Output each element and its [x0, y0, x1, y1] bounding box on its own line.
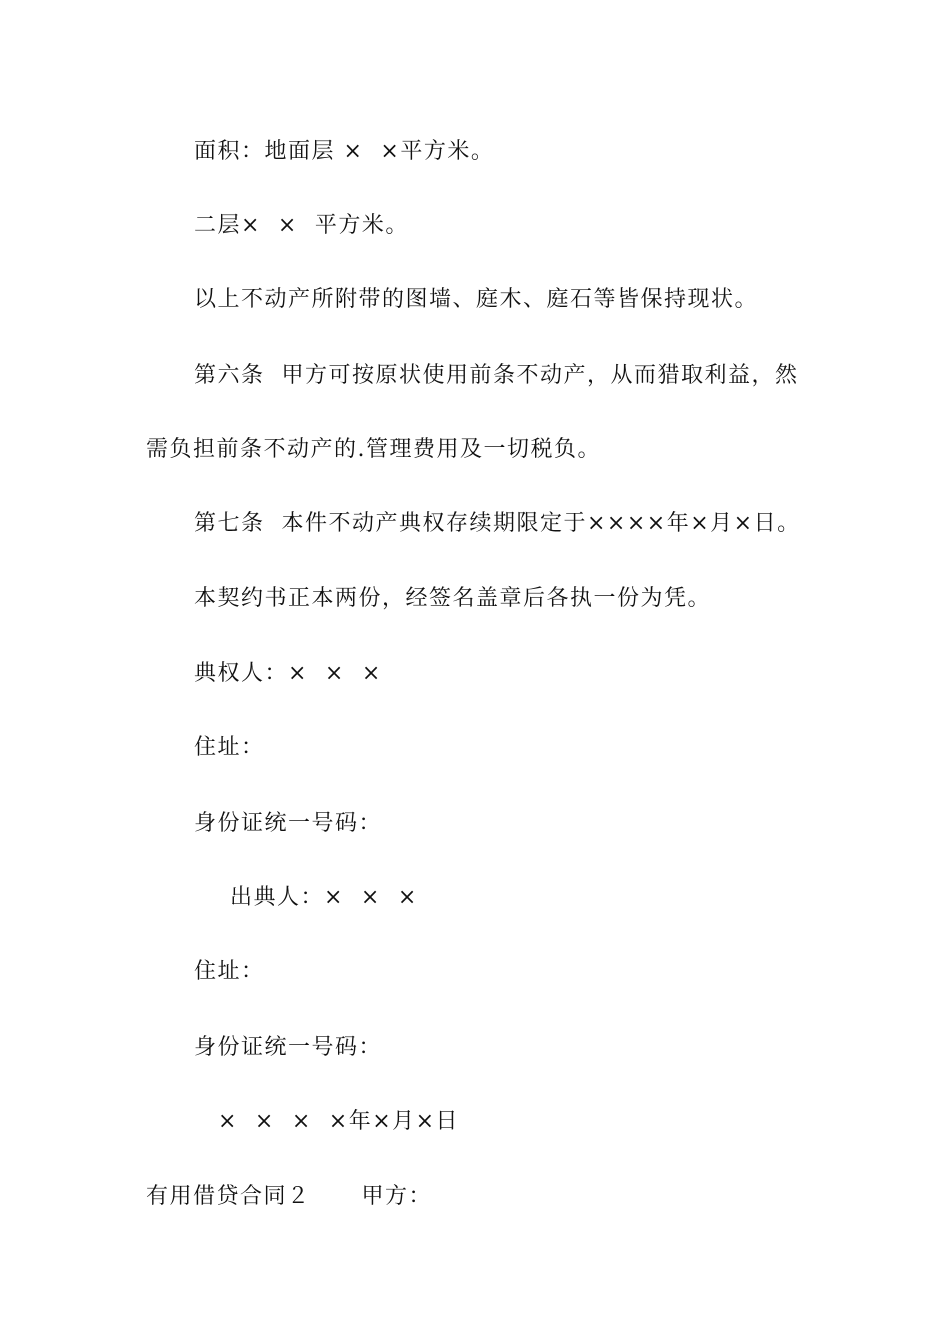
mortgagor-name: 出典人：× × ×	[230, 885, 418, 910]
mortgagor-address: 住址：	[194, 959, 265, 984]
area-ground-floor-line: 面积：地面层 × ×平方米。	[194, 139, 495, 164]
next-contract-heading: 有用借贷合同２ 甲方：	[146, 1184, 432, 1209]
article-six-continuation: 需负担前条不动产的.管理费用及一切税负。	[146, 437, 601, 462]
mortgagor-id-number: 身份证统一号码：	[194, 1035, 383, 1060]
article-seven-line: 第七条 本件不动产典权存续期限定于××××年×月×日。	[194, 511, 801, 536]
mortgagee-name: 典权人：× × ×	[194, 661, 382, 686]
signing-date: × × × ×年×月×日	[218, 1109, 460, 1134]
article-six-line: 第六条 甲方可按原状使用前条不动产，从而猎取利益，然	[194, 363, 799, 388]
area-second-floor-line: 二层× × 平方米。	[194, 213, 409, 238]
mortgagee-address: 住址：	[194, 735, 265, 760]
property-status-line: 以上不动产所附带的图墙、庭木、庭石等皆保持现状。	[194, 287, 759, 312]
contract-copies-line: 本契约书正本两份，经签名盖章后各执一份为凭。	[194, 586, 712, 611]
mortgagee-id-number: 身份证统一号码：	[194, 811, 383, 836]
